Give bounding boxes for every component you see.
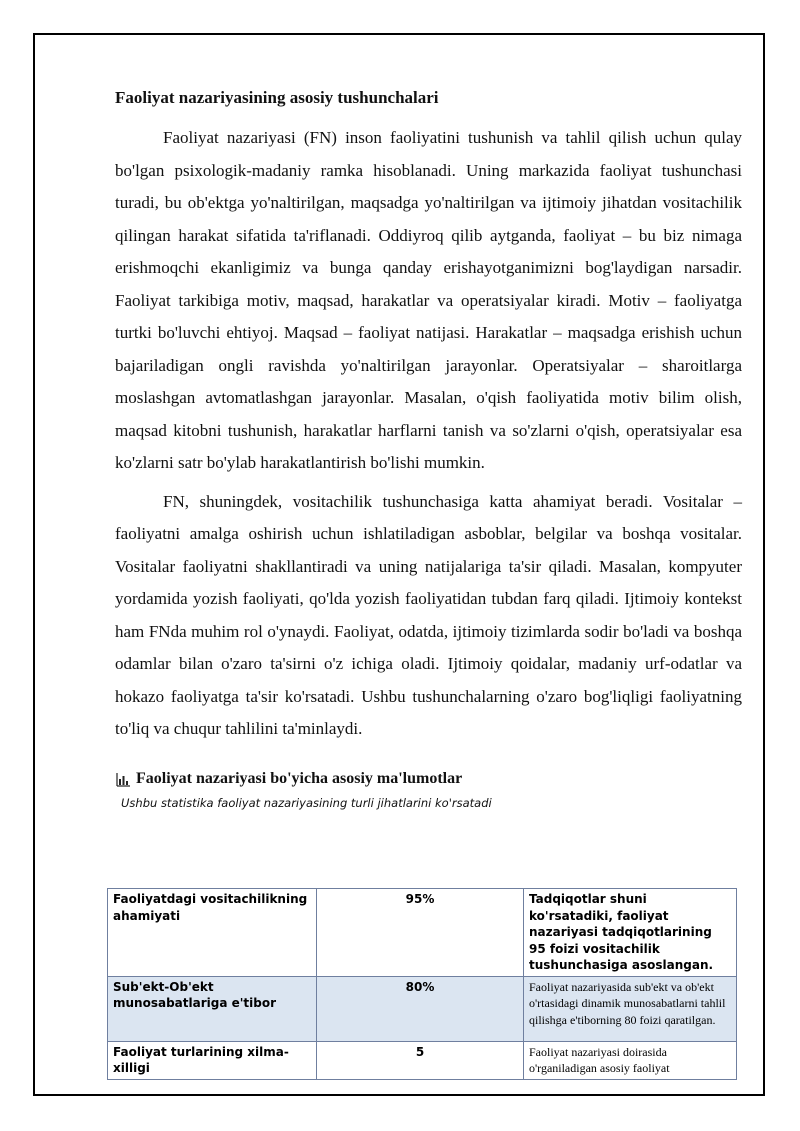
- paragraph-1: Faoliyat nazariyasi (FN) inson faoliyatini tushunish va tahlil qilish uchun qulay bo'lgan psixologik-madaniy ramka hisoblanadi. Uning markazida faoliyat tushunchasi turadi, bu ob'ektga yo'naltirilgan, maqsadga yo'naltirilgan va ijtimoiy jihatdan vositachilik qilingan harakat sifatida ta'riflanadi. Oddiyroq qilib aytganda, faoliyat – bu biz nimaga erishmoqchi ekanligimiz va bunga qanday erishayotganimizni bog'laydigan narsadir. Faoliyat tarkibiga motiv, maqsad, harakatlar va operatsiyalar kiradi. Motiv – faoliyatga turtki bo'luvchi ehtiyoj. Maqsad – faoliyat natijasi. Harakatlar – maqsadga erishish uchun bajariladigan ongli ravishda yo'naltirilgan jarayonlar. Operatsiyalar – sharoitlarga moslashgan avtomatlashgan jarayonlar. Masalan, o'qish faoliyatida motiv bilim olish, maqsad kitobni tushunish, harakatlar harflarni tanish va so'zlarni o'qish, operatsiyalar esa ko'zlarni satr bo'ylab harakatlantirish bo'lishi mumkin.: [115, 128, 742, 472]
- row-value: 80%: [317, 976, 524, 1041]
- row-label: Sub'ekt-Ob'ekt munosabatlariga e'tibor: [108, 976, 317, 1041]
- row-label: Faoliyatdagi vositachilikning ahamiyati: [108, 889, 317, 977]
- table-row: [108, 1041, 737, 1079]
- document-body: [115, 86, 742, 816]
- section-heading: Faoliyat nazariyasining asosiy tushunchalari: [115, 88, 439, 107]
- row-value: 5: [317, 1041, 524, 1079]
- row-description: Faoliyat nazariyasida sub'ekt va ob'ekt o'rtasidagi dinamik munosabatlarni tahlil qilishga e'tiborning 80 foizi qaratilgan.: [524, 976, 737, 1041]
- paragraph-2: FN, shuningdek, vositachilik tushunchasiga katta ahamiyat beradi. Vositalar – faoliyatni amalga oshirish uchun ishlatiladigan asboblar, belgilar va boshqa vositalar. Vositalar faoliyatni shakllantiradi va uning natijalariga ta'sir qiladi. Masalan, kompyuter yordamida yozish faoliyati, qo'lda yozish faoliyatidan tubdan farq qiladi. Ijtimoiy kontekst ham FNda muhim rol o'ynaydi. Faoliyat, odatda, ijtimoiy tizimlarda sodir bo'ladi va boshqa odamlar bilan o'zaro ta'sirni o'z ichiga oladi. Ijtimoiy qoidalar, madaniy urf-odatlar va hokazo faoliyatga ta'sir ko'rsatadi. Ushbu tushunchalarning o'zaro bog'liqligi faoliyatning to'liq va chuqur tahlilini ta'minlaydi.: [115, 491, 742, 738]
- row-label: Faoliyat turlarining xilma-xilligi: [108, 1041, 317, 1079]
- bar-chart-icon: [116, 772, 130, 786]
- stats-title-text: Faoliyat nazariyasi bo'yicha asosiy ma'lumotlar: [136, 769, 463, 787]
- stats-table: [107, 888, 737, 1080]
- stats-title: [116, 768, 742, 790]
- row-value: 95%: [317, 889, 524, 977]
- table-row: [108, 976, 737, 1041]
- row-description: Tadqiqotlar shuni ko'rsatadiki, faoliyat nazariyasi tadqiqotlarining 95 foizi vositachilik tushunchasiga asoslangan.: [524, 889, 737, 977]
- stats-subtitle: Ushbu statistika faoliyat nazariyasining turli jihatlarini ko'rsatadi: [121, 795, 492, 810]
- table-row: [108, 889, 737, 977]
- row-description: Faoliyat nazariyasi doirasida o'rganiladigan asosiy faoliyat: [524, 1041, 737, 1079]
